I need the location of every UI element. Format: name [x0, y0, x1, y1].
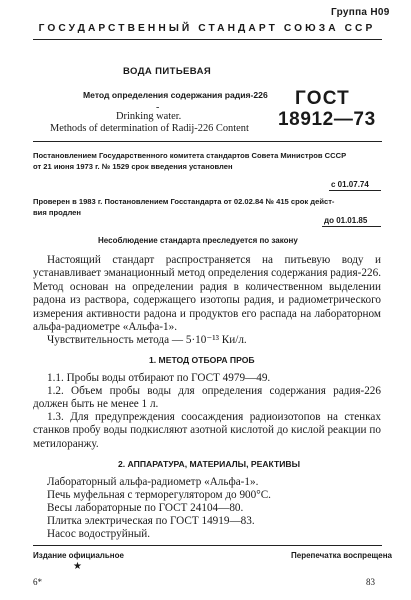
check-date: до 01.01.85 — [324, 216, 368, 225]
decree-date-rule — [329, 190, 381, 191]
legal-warning: Несоблюдение стандарта преследуется по закону — [98, 236, 298, 245]
title-dash: - — [156, 102, 160, 113]
intro-paragraph: Настоящий стандарт распространяется на питьевую воду и устанавливает эманационный метод определения содержания радия-226. Метод основан на определении радия в количественном выделении радона из раствора, содержащего изотопы радия, и радиометрического измерения активности радона и продуктов его распада на лабораторном альфа-радиометре «Альфа-1». — [33, 254, 381, 334]
title-english-1: Drinking water. — [116, 111, 182, 122]
header-rule-top — [33, 39, 382, 40]
gost-label: ГОСТ — [295, 88, 350, 109]
section-1-p3: 1.3. Для предупреждения соосаждения радиоизотопов на стенках станков пробу воды подкисляют азотной кислотой до кислой реакции по метилоранжу. — [33, 411, 381, 450]
decree-date: с 01.07.74 — [331, 180, 369, 189]
check-line-1: Проверен в 1983 г. Постановлением Госстандарта от 02.02.84 № 415 срок дейст- — [33, 197, 335, 206]
section-2-heading: 2. АППАРАТУРА, МАТЕРИАЛЫ, РЕАКТИВЫ — [118, 459, 301, 469]
check-date-rule — [322, 226, 381, 227]
decree-line-2: от 21 июня 1973 г. № 1529 срок введения установлен — [33, 162, 233, 171]
gost-number: 18912—73 — [278, 109, 376, 130]
equipment-item: Насос водоструйный. — [47, 528, 150, 540]
section-1-heading: 1. МЕТОД ОТБОРА ПРОБ — [149, 355, 255, 365]
title-english-2: Methods of determination of Radij-226 Content — [50, 123, 249, 134]
equipment-item: Плитка электрическая по ГОСТ 14919—83. — [47, 515, 255, 527]
equipment-item: Лабораторный альфа-радиометр «Альфа-1». — [47, 476, 259, 488]
page-number: 83 — [366, 577, 375, 587]
footer-rule — [33, 545, 382, 546]
doc-title: ВОДА ПИТЬЕВАЯ — [123, 66, 212, 77]
section-1-p2: 1.2. Объем пробы воды для определения содержания радия-226 должен быть не менее 1 л. — [33, 385, 381, 411]
equipment-item: Печь муфельная с терморегулятором до 900°С. — [47, 489, 271, 501]
check-line-2: вия продлен — [33, 208, 81, 217]
section-1-p1: 1.1. Пробы воды отбирают по ГОСТ 4979—49. — [47, 372, 271, 384]
group-code: Группа Н09 — [331, 7, 390, 18]
reprint-prohibited: Перепечатка воспрещена — [291, 551, 392, 560]
equipment-item: Весы лабораторные по ГОСТ 24104—80. — [47, 502, 244, 514]
page-mark-left: 6* — [33, 577, 42, 587]
doc-subtitle: Метод определения содержания радия-226 — [83, 90, 268, 100]
star-icon: ★ — [73, 561, 82, 572]
standard-org-heading: ГОСУДАРСТВЕННЫЙ СТАНДАРТ СОЮЗА ССР — [38, 23, 376, 34]
title-rule — [33, 141, 382, 142]
sensitivity-line: Чувствительность метода — 5·10⁻¹³ Ки/л. — [47, 334, 247, 346]
decree-line-1: Постановлением Государственного комитета стандартов Совета Министров СССР — [33, 151, 347, 160]
official-edition: Издание официальное — [33, 551, 124, 560]
